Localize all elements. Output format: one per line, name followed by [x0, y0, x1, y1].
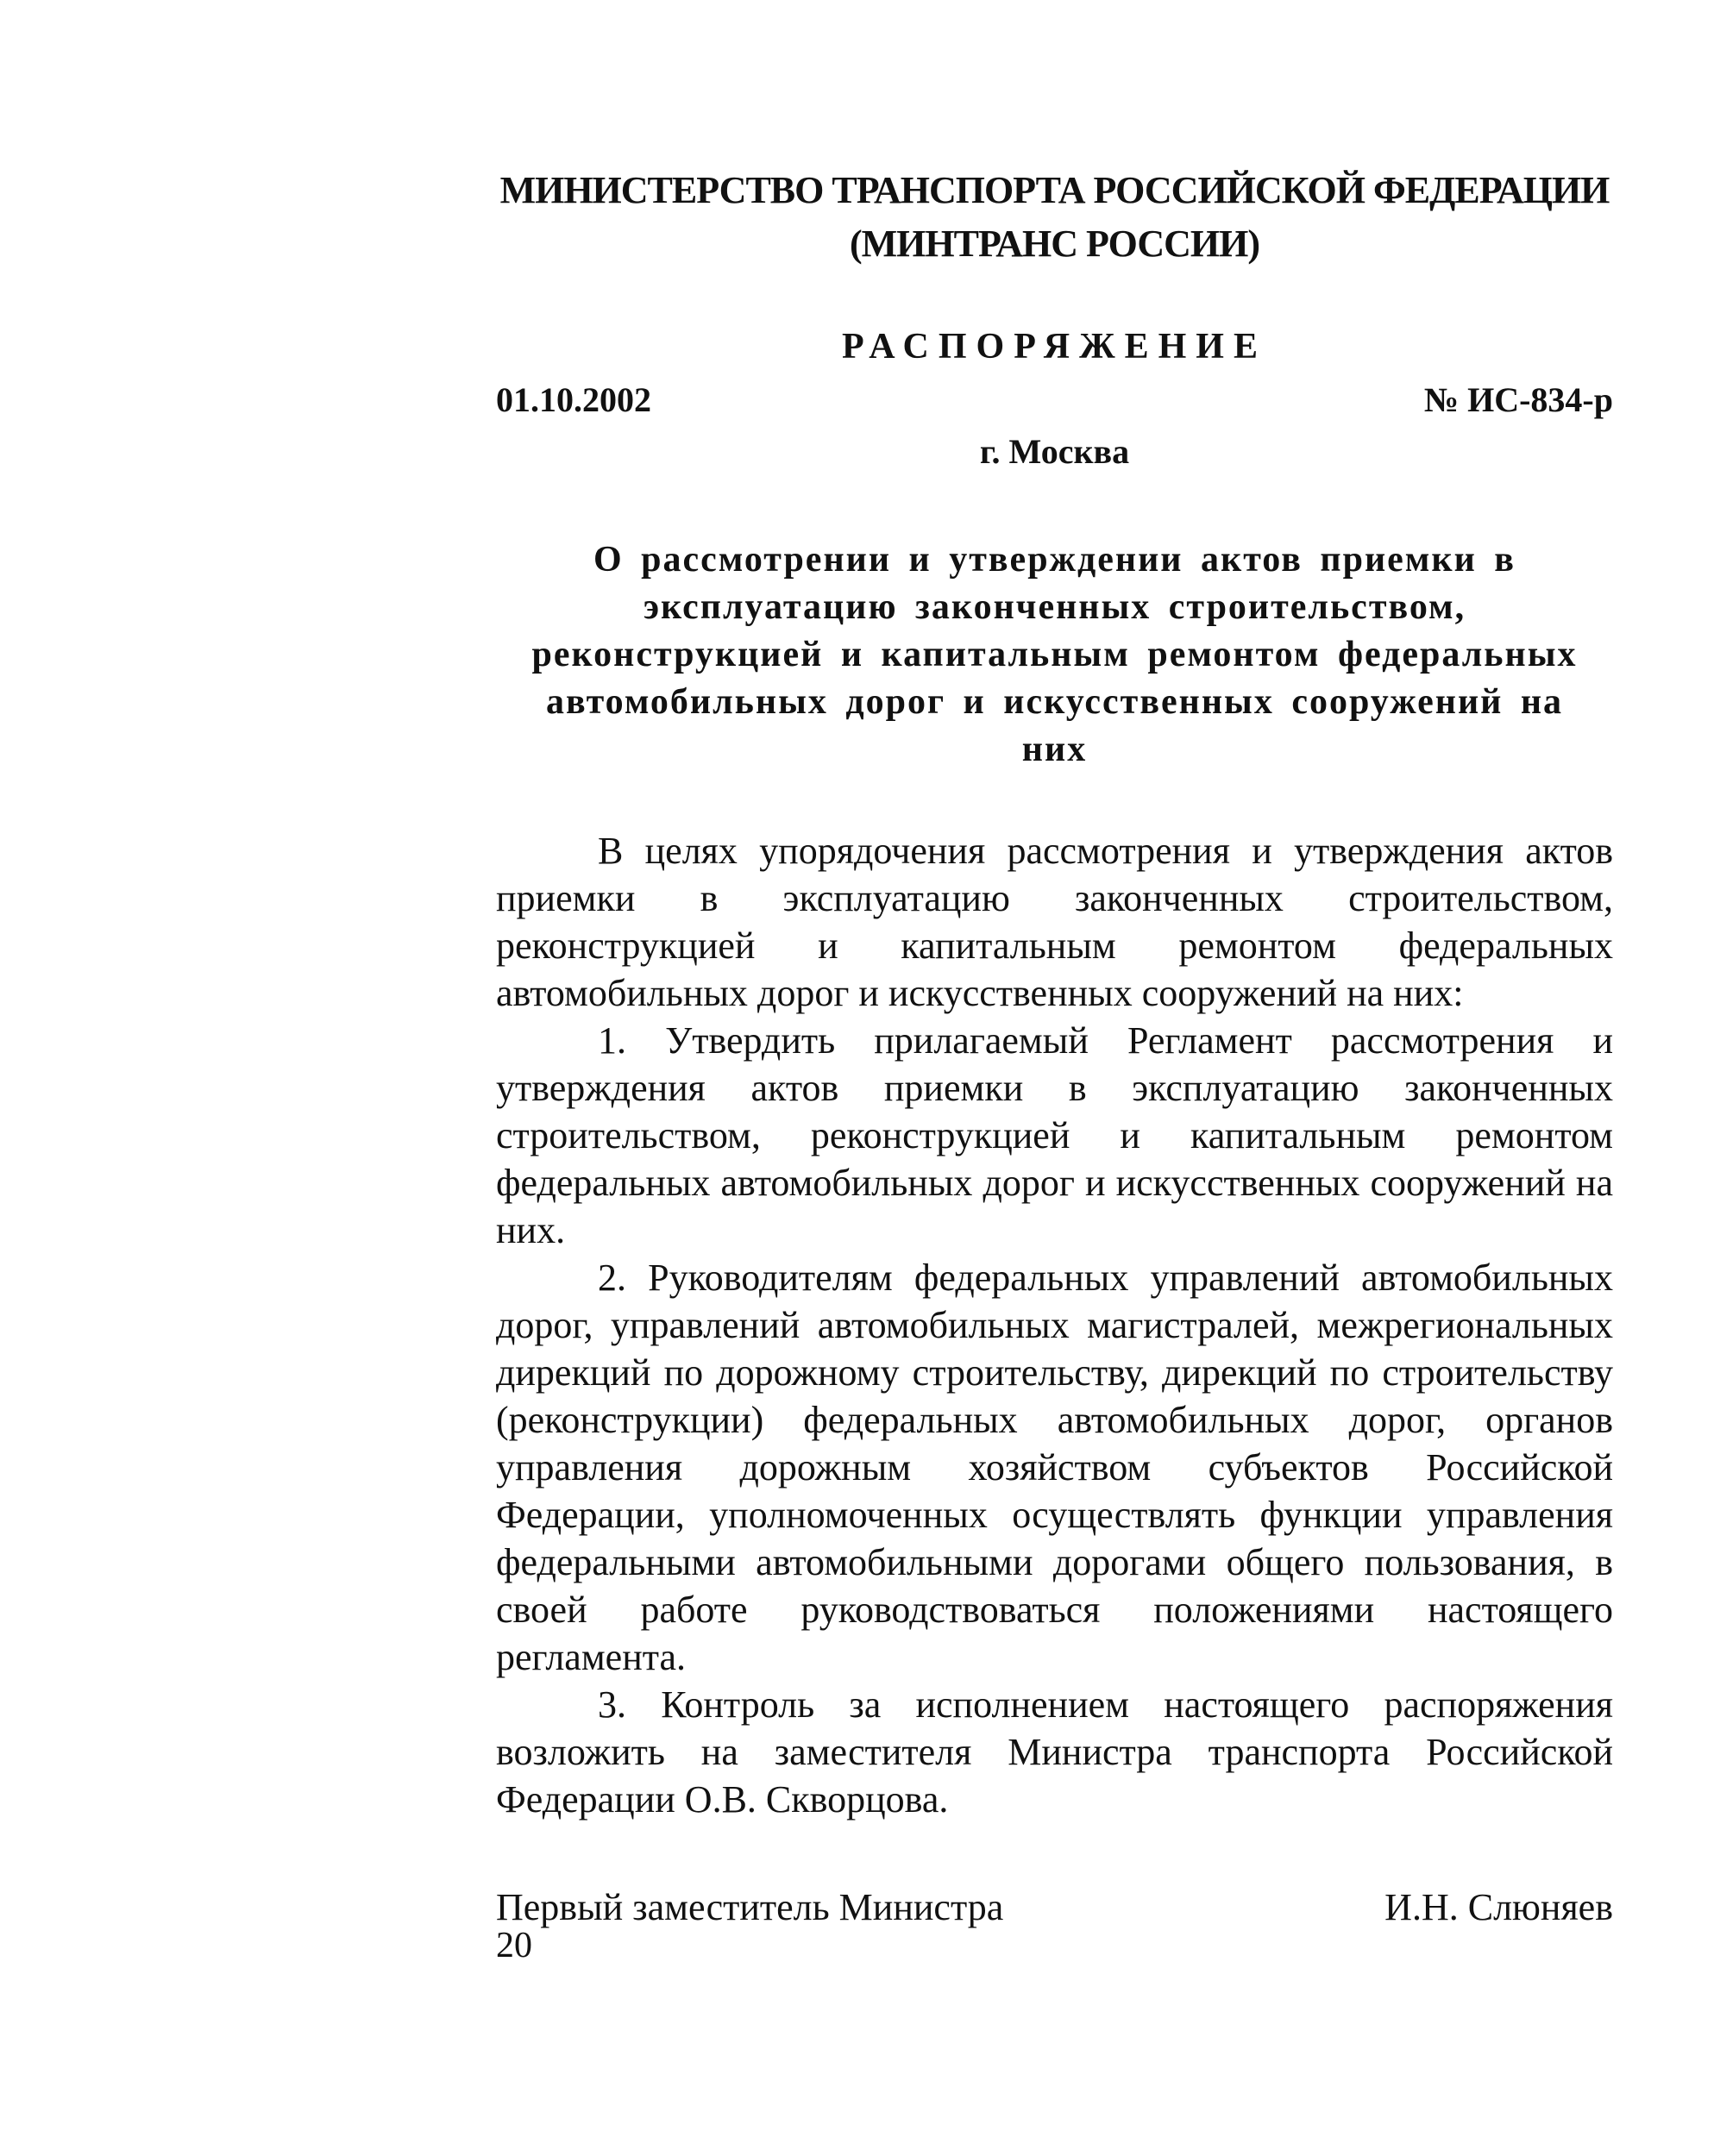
- item-3-paragraph: 3. Контроль за исполнением настоящего распоряжения возложить на заместителя Министра транспорта Российской Федерации О.В. Скворцова.: [496, 1683, 1613, 1821]
- document-type: РАСПОРЯЖЕНИЕ: [842, 327, 1267, 367]
- item-2-paragraph: 2. Руководителям федеральных управлений автомобильных дорог, управлений автомобильных магистралей, межрегиональных дирекций по дорожному строительству, дирекций по строительству (реконструкции) федеральных автомобильных дорог, органов управления дорожным хозяйством субъектов Российской Федерации, уполномоченных осуществлять функции управления федеральными автомобильными дорогами общего пользования, в своей работе руководствоваться положениями настоящего регламента.: [496, 1257, 1613, 1678]
- date-number-row: [496, 376, 1613, 424]
- preamble-paragraph: В целях упорядочения рассмотрения и утверждения актов приемки в эксплуатацию законченных строительством, реконструкцией и капитальным ремонтом федеральных автомобильных дорог и искусственных сооружений на них:: [496, 830, 1613, 1014]
- ministry-short-name: (МИНТРАНС РОССИИ): [849, 222, 1260, 265]
- signatory-name: И.Н. Слюняев: [1384, 1886, 1613, 1928]
- signature-block: [496, 1883, 1613, 1932]
- page-number: 20: [496, 1926, 532, 1965]
- item-1-paragraph: 1. Утвердить прилагаемый Регламент рассмотрения и утверждения актов приемки в эксплуатацию законченных строительством, реконструкцией и капитальным ремонтом федеральных автомобильных дорог и искусственных сооружений на них.: [496, 1019, 1613, 1251]
- document-title: О рассмотрении и утверждении актов приемки в эксплуатацию законченных строительством, реконструкцией и капитальным ремонтом федеральных автомобильных дорог и искусственных сооружений на них: [531, 540, 1578, 769]
- ministry-header: [496, 164, 1613, 271]
- ministry-name: МИНИСТЕРСТВО ТРАНСПОРТА РОССИЙСКОЙ ФЕДЕРАЦИИ: [499, 169, 1610, 211]
- document-city: г. Москва: [979, 432, 1130, 471]
- signatory-position: Первый заместитель Министра: [496, 1886, 1004, 1928]
- document-page: [496, 164, 1613, 1932]
- document-body: [496, 827, 1613, 1823]
- document-date: 01.10.2002: [496, 380, 651, 419]
- document-number: № ИС-834-р: [1423, 380, 1613, 419]
